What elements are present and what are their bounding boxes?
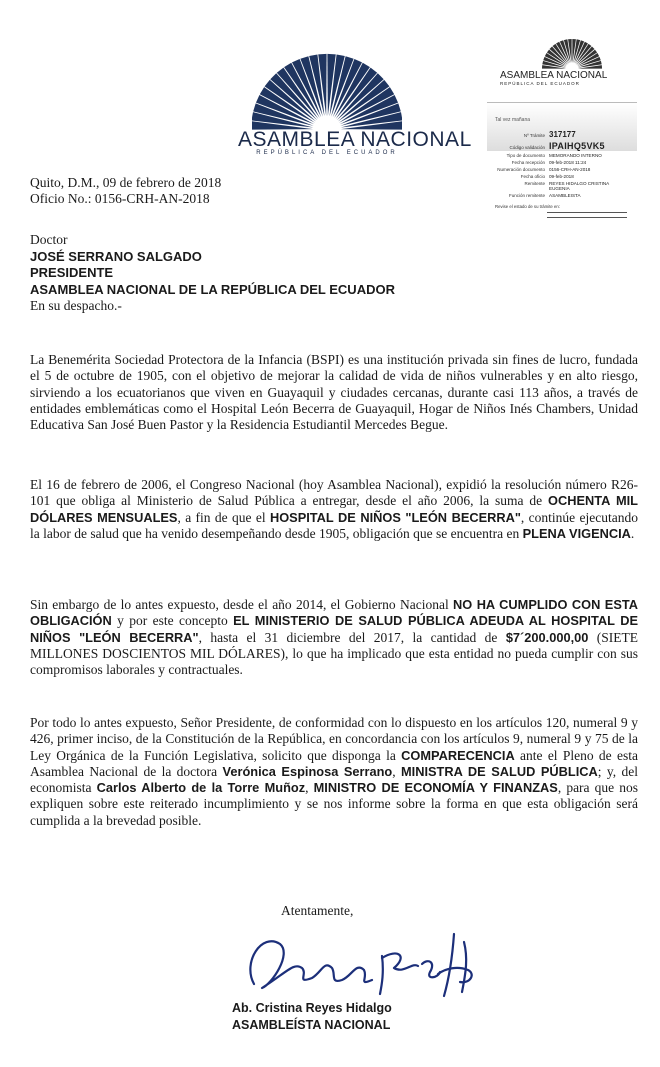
stamp-row bbox=[487, 160, 637, 165]
p2-text: , a fin de que el bbox=[177, 509, 270, 525]
stamp-row-label: Numeración documento bbox=[497, 167, 545, 172]
stamp-bar-text: Tal vez mañana bbox=[495, 117, 531, 123]
recipient-place: En su despacho.- bbox=[30, 298, 122, 313]
recipient-block bbox=[30, 232, 395, 315]
p2-text: . bbox=[630, 525, 635, 541]
p4-text: Por todo lo antes expuesto, Señor Presidente, de conformidad con lo dispuesto en los artículos 120, numeral 9 y 426, primer inciso, de la Constitución de la República, en concordancia con los artículos 9, numeral 9 y 75 de la Ley Orgánica de la Función Legislativa, solicito que disponga la bbox=[30, 715, 638, 763]
p3-text: (SIETE MILLONES DOSCIENTOS MIL DÓLARES), lo que ha implicado que esta entidad no pueda cumplir con sus compromisos laborales y contractuales. bbox=[30, 629, 638, 678]
recipient-name: JOSÉ SERRANO SALGADO bbox=[30, 248, 202, 264]
stamp-row-value: 317177 bbox=[549, 130, 576, 139]
stamp-row bbox=[487, 153, 637, 158]
logo-subtitle: REPÚBLICA DEL ECUADOR bbox=[256, 150, 398, 156]
paragraph-4 bbox=[30, 715, 638, 829]
stamp-row bbox=[487, 181, 637, 191]
closing: Atentamente, bbox=[281, 903, 354, 918]
stamp-org-subtitle: REPÚBLICA DEL ECUADOR bbox=[500, 81, 580, 86]
office-number: Oficio No.: 0156-CRH-AN-2018 bbox=[30, 191, 210, 206]
stamp-row-label: Tipo de documento bbox=[506, 153, 545, 158]
stamp-org-name: ASAMBLEA NACIONAL bbox=[500, 70, 608, 81]
p4-bold: Verónica Espinosa Serrano bbox=[222, 763, 393, 779]
p3-bold: EL MINISTERIO DE SALUD PÚBLICA ADEUDA AL HOSPITAL DE NIÑOS "LEÓN BECERRA" bbox=[30, 613, 639, 645]
stamp-row bbox=[487, 167, 637, 172]
p4-text: , bbox=[392, 763, 401, 779]
stamp-row-value: MEMORANDO INTERNO bbox=[549, 153, 602, 158]
stamp-row-value: IPAIHQ5VK5 bbox=[549, 141, 605, 151]
stamp-url-lines bbox=[547, 212, 627, 218]
p4-text: , bbox=[305, 780, 314, 796]
signer-title: ASAMBLEÍSTA NACIONAL bbox=[232, 1018, 391, 1032]
p3-bold: $7´200.000,00 bbox=[505, 629, 589, 645]
stamp-row-value: ASAMBLEISTA bbox=[549, 193, 581, 198]
stamp-logo-icon bbox=[527, 36, 617, 70]
p3-text: Sin embargo de lo antes expuesto, desde el año 2014, el Gobierno Nacional bbox=[30, 597, 454, 612]
p3-text: y por este concepto bbox=[111, 613, 234, 629]
stamp-row-label: Remitente bbox=[524, 181, 545, 186]
salutation: Doctor bbox=[30, 232, 68, 247]
stamp-row-value: 09-feb-2018 bbox=[549, 174, 574, 179]
p2-bold: HOSPITAL DE NIÑOS "LEÓN BECERRA" bbox=[269, 509, 521, 525]
stamp-rows bbox=[487, 130, 637, 218]
stamp-note: Revise el estado de su trámite en: bbox=[495, 204, 560, 209]
p4-bold: MINISTRO DE ECONOMÍA Y FINANZAS bbox=[313, 780, 558, 796]
stamp-row-value: REYES HIDALGO CRISTINA EUGENIA bbox=[549, 181, 609, 191]
signer-block bbox=[232, 1000, 392, 1034]
stamp-row-value: 09-feb-2018 11:24 bbox=[549, 160, 587, 165]
stamp-row-label: Fecha oficio bbox=[520, 174, 545, 179]
p2-text: , continúe ejecutando la labor de salud que ha venido desempeñando desde 1905, obligación que se encuentra en bbox=[30, 509, 638, 541]
stamp-row-label: Fecha recepción bbox=[511, 160, 545, 165]
p4-bold: Carlos Alberto de la Torre Muñoz bbox=[96, 780, 306, 796]
stamp-row bbox=[487, 174, 637, 179]
p3-bold: NO HA CUMPLIDO CON ESTA OBLIGACIÓN bbox=[30, 597, 638, 629]
p4-bold: COMPARECENCIA bbox=[401, 747, 515, 763]
paragraph-1: La Benemérita Sociedad Protectora de la Infancia (BSPI) es una institución privada sin fines de lucro, fundada el 5 de octubre de 1905, con el objetivo de mejorar la calidad de vida de niños vulnerables y en alto riesgo, sirviendo a los ecuatorianos que viven en Guayaquil y ciudades cercanas, durante casi 113 años, a través de entidades emblemáticas como el Hospital León Becerra de Guayaquil, Hogar de Niños Inés Chambers, Unidad Educativa San José Buen Pastor y la Residencia Estudiantil Mercedes Begue. bbox=[30, 352, 638, 433]
p2-bold: OCHENTA MIL DÓLARES MENSUALES bbox=[30, 493, 639, 525]
signer-name: Ab. Cristina Reyes Hidalgo bbox=[232, 1001, 392, 1015]
recipient-title: PRESIDENTE bbox=[30, 265, 114, 280]
stamp-row-value: 0156-CRH-AN-2018 bbox=[549, 167, 591, 172]
p4-text: , para que nos expliquen sobre este reiterado incumplimiento y se nos informe sobre la forma en que esta obligación será cumplida a la brevedad posible. bbox=[30, 780, 639, 828]
handwritten-signature-icon bbox=[232, 922, 482, 1002]
stamp-row bbox=[487, 141, 637, 151]
p2-text: El 16 de febrero de 2006, el Congreso Nacional (hoy Asamblea Nacional), expidió la resolución número R26-101 que obliga al Ministerio de Salud Pública a entregar, desde el año 2006, la suma de bbox=[30, 477, 638, 509]
asamblea-logo bbox=[238, 44, 472, 162]
stamp-row bbox=[487, 193, 637, 198]
recipient-org: ASAMBLEA NACIONAL DE LA REPÚBLICA DEL ECUADOR bbox=[30, 281, 395, 297]
stamp-row-label: Función remitente bbox=[508, 193, 545, 198]
letter-date: Quito, D.M., 09 de febrero de 2018 bbox=[30, 175, 222, 190]
reception-stamp bbox=[487, 36, 637, 272]
paragraph-2 bbox=[30, 477, 638, 542]
p4-text: ante el Pleno de esta Asamblea Nacional de la doctora bbox=[30, 747, 638, 779]
stamp-row bbox=[487, 130, 637, 139]
sunburst-logo-icon bbox=[252, 44, 402, 134]
p3-text: , hasta el 31 diciembre del 2017, la cantidad de bbox=[198, 629, 506, 645]
stamp-row-label: Nº Trámite bbox=[523, 133, 545, 138]
paragraph-3 bbox=[30, 597, 638, 678]
p4-bold: MINISTRA DE SALUD PÚBLICA bbox=[401, 763, 598, 779]
letter-date-block bbox=[30, 175, 221, 207]
logo-name: ASAMBLEA NACIONAL bbox=[238, 128, 472, 151]
p2-bold: PLENA VIGENCIA bbox=[522, 525, 631, 541]
stamp-row-label: Código validación bbox=[509, 145, 545, 150]
p4-text: ; y, del economista bbox=[30, 763, 639, 796]
